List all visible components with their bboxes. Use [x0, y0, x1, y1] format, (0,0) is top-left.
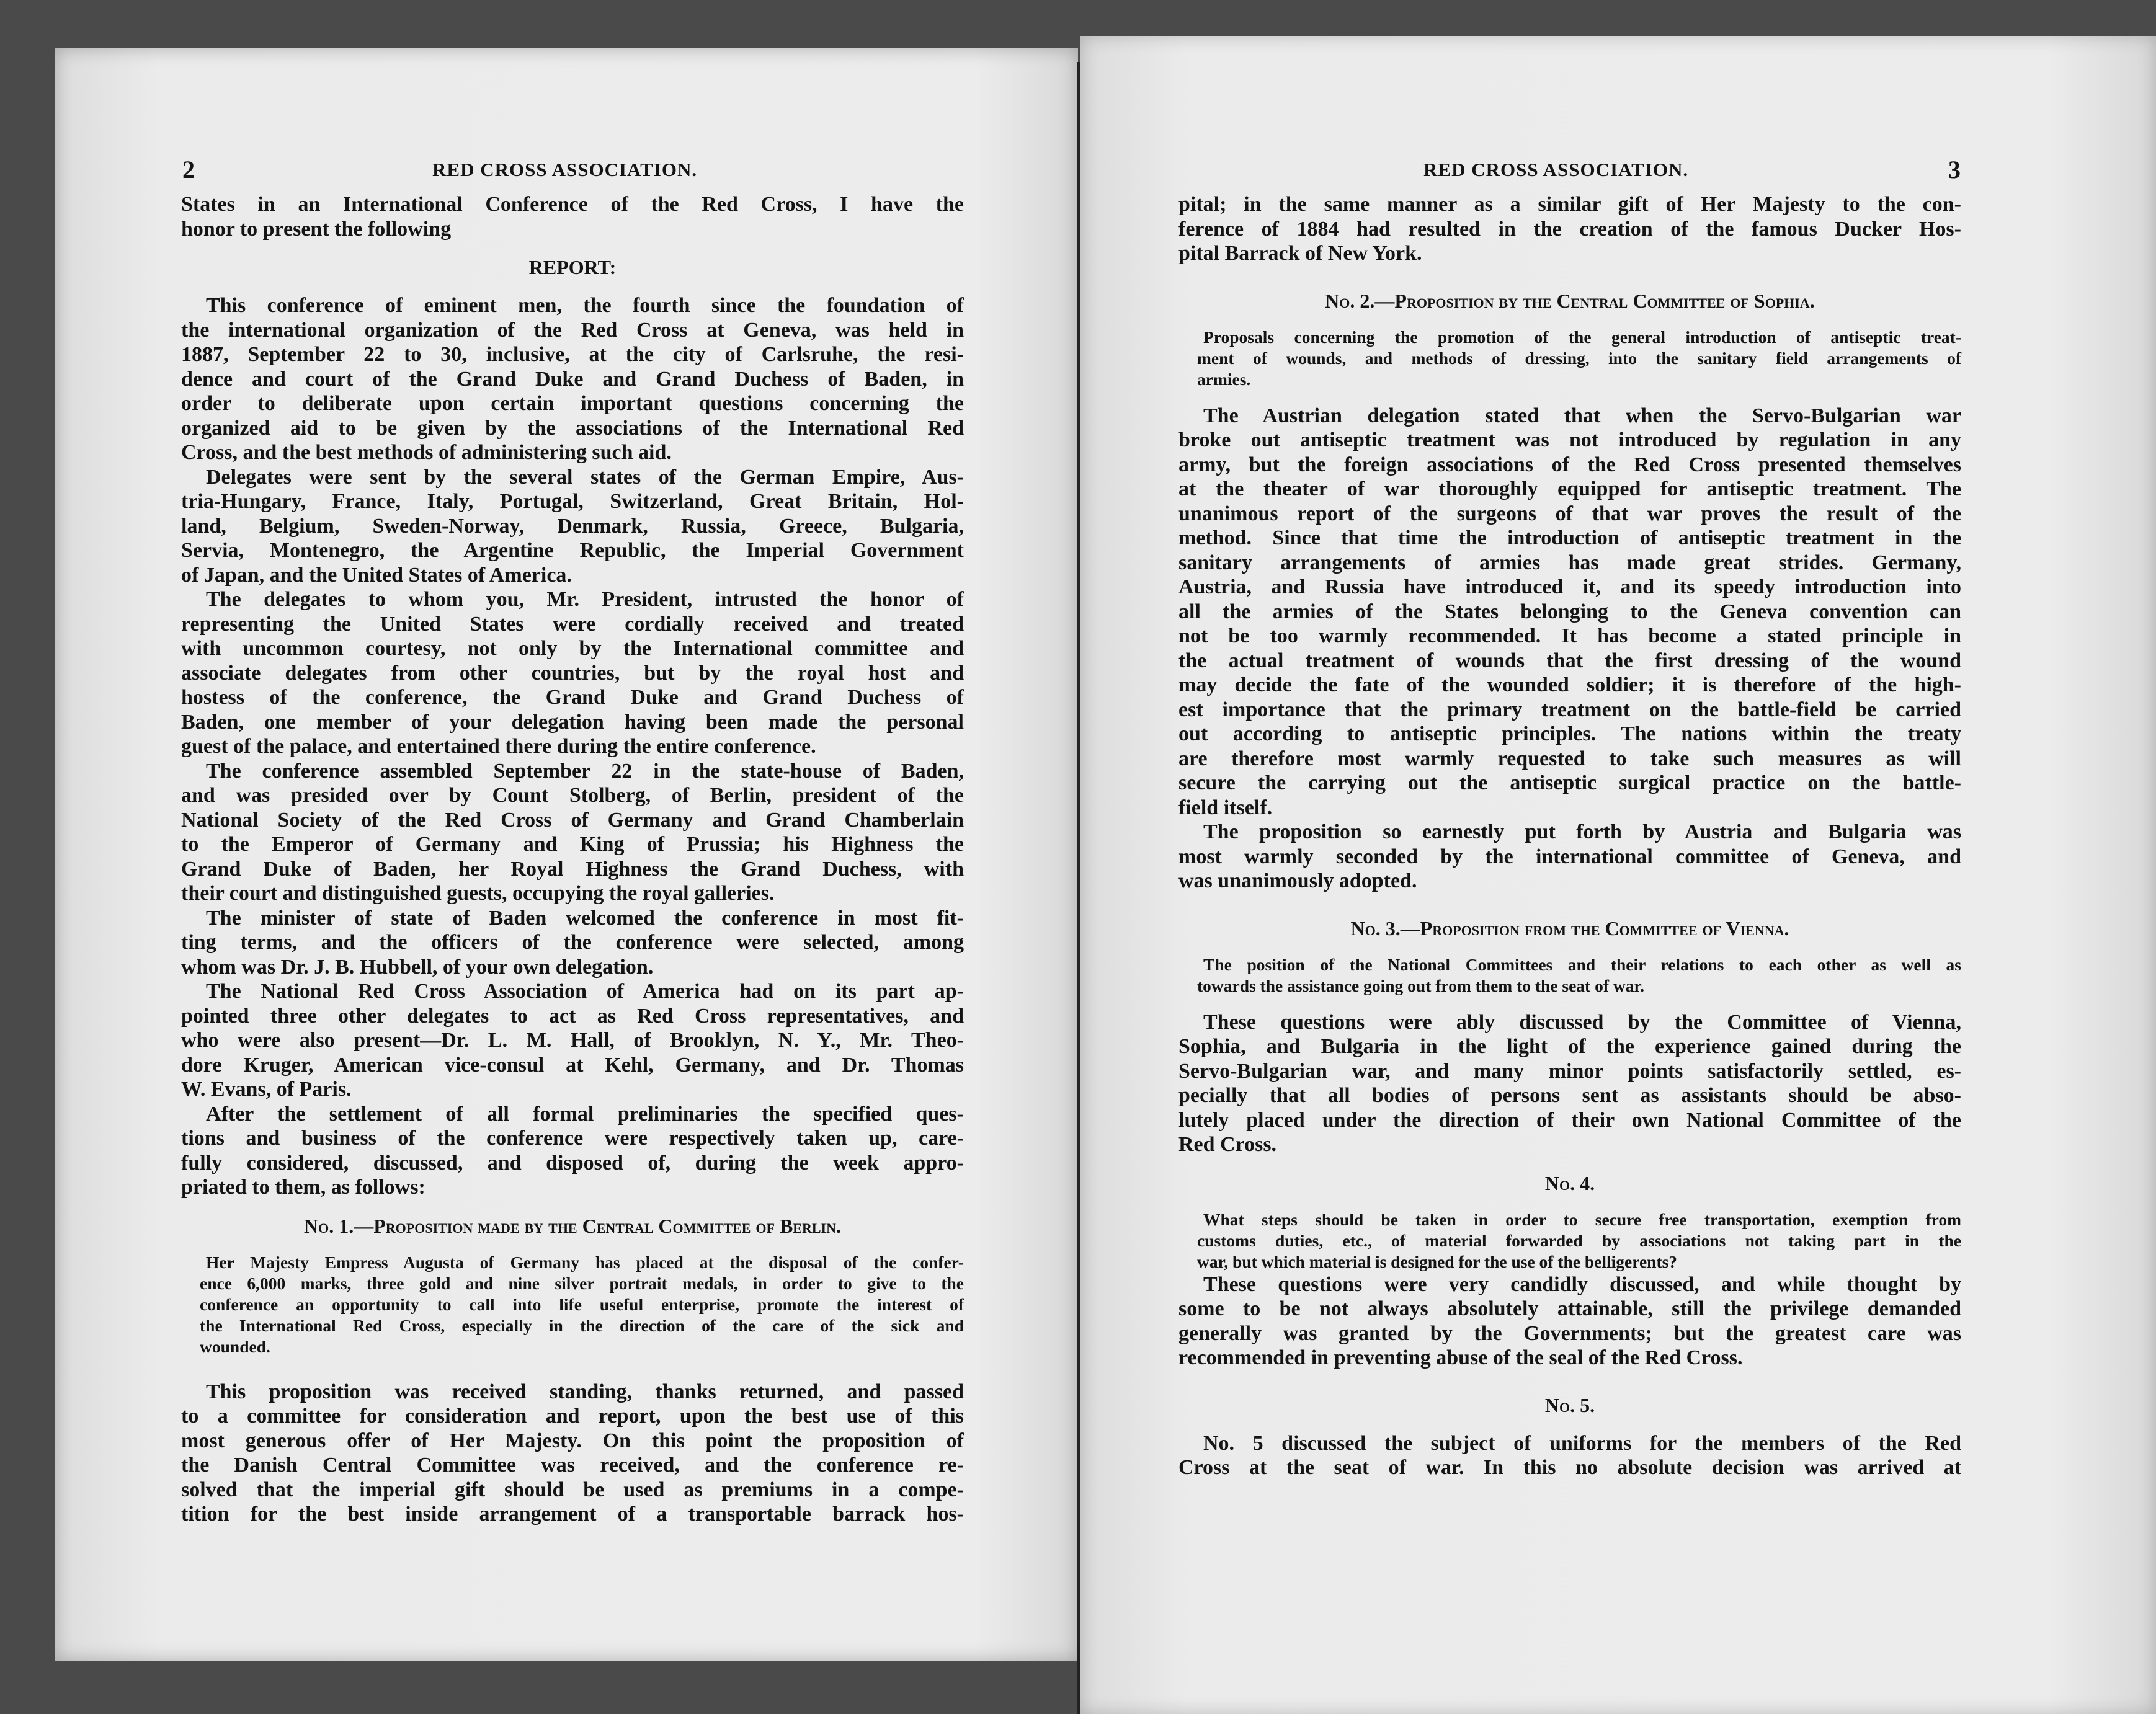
- book-spine: [1077, 62, 1080, 1714]
- text-line: land, Belgium, Sweden-Norway, Denmark, Russia, Greece, Bulgaria,: [181, 514, 964, 538]
- text-line: This conference of eminent men, the fourth since the foundation of: [206, 294, 964, 317]
- text-line: at the theater of war thoroughly equipped for antiseptic treatment. The: [1178, 477, 1961, 500]
- paragraph: [1178, 1010, 1961, 1157]
- page-number: 3: [1948, 156, 1961, 184]
- text-line: sanitary arrangements of armies has made great strides. Germany,: [1178, 551, 1961, 574]
- text-line: organized aid to be given by the associations of the International Red: [181, 416, 964, 440]
- text-line: out according to antiseptic principles. The nations within the treaty: [1178, 722, 1961, 745]
- text-line: These questions were very candidly discussed, and while thought by: [1203, 1272, 1961, 1296]
- text-line: pecially that all bodies of persons sent as assistants should be abso-: [1178, 1084, 1961, 1107]
- paragraph: [181, 465, 964, 588]
- text-line: Cross at the seat of war. In this no absolute decision was arrived at: [1178, 1456, 1961, 1479]
- text-line: guest of the palace, and entertained there during the entire conference.: [181, 735, 816, 758]
- text-line: Servo-Bulgarian war, and many minor points satisfactorily settled, es-: [1178, 1059, 1961, 1083]
- text-line: the International Red Cross, especially in the direction of the care of the sick and: [200, 1315, 964, 1335]
- text-line: honor to present the following: [181, 217, 452, 241]
- running-head-title: RED CROSS ASSOCIATION.: [432, 159, 698, 180]
- text-line: ting terms, and the officers of the conference were selected, among: [181, 931, 964, 954]
- text-line: tria-Hungary, France, Italy, Portugal, Switzerland, Great Britain, Hol-: [181, 490, 964, 513]
- paragraph: [181, 906, 964, 980]
- text-line: What steps should be taken in order to secure free transportation, exemption from: [1203, 1209, 1961, 1229]
- text-line: who were also present—Dr. L. M. Hall, of Brooklyn, N. Y., Mr. Theo-: [181, 1029, 964, 1052]
- text-line: armies.: [1197, 369, 1251, 389]
- text-line: The Austrian delegation stated that when the Servo-Bulgarian war: [1203, 404, 1961, 427]
- text-line: method. Since that time the introduction of antiseptic treatment in the: [1178, 526, 1961, 549]
- text-line: States in an International Conference of the Red Cross, I have the: [181, 193, 964, 216]
- text-line: associate delegates from other countries, but by the royal host and: [181, 661, 964, 685]
- text-line: pital; in the same manner as a similar gift of Her Majesty to the con-: [1178, 193, 1961, 216]
- text-line: Austria, and Russia have introduced it, and its speedy introduction into: [1178, 575, 1961, 598]
- text-line: pital Barrack of New York.: [1178, 242, 1422, 265]
- page-number: 2: [182, 156, 195, 184]
- text-line: most warmly seconded by the international committee of Geneva, and: [1178, 845, 1961, 868]
- section-heading: No. 5.: [1544, 1393, 1595, 1416]
- proposition-summary: [1178, 1209, 1961, 1272]
- text-line: representing the United States were cordially received and treated: [181, 612, 964, 636]
- text-line: customs duties, etc., of material forwarded by associations not taking part in the: [1197, 1230, 1961, 1250]
- text-line: dore Kruger, American vice-consul at Kehl, Germany, and Dr. Thomas: [181, 1053, 964, 1077]
- page-body: [181, 192, 964, 1527]
- text-line: all the armies of the States belonging to the Geneva convention can: [1178, 600, 1961, 623]
- section-heading: REPORT:: [528, 256, 617, 278]
- text-line: whom was Dr. J. B. Hubbell, of your own delegation.: [181, 955, 654, 979]
- text-line: dence and court of the Grand Duke and Grand Duchess of Baden, in: [181, 367, 964, 391]
- text-line: war, but which material is designed for the use of the belligerents?: [1197, 1251, 1678, 1271]
- paragraph: [181, 192, 964, 241]
- text-line: The minister of state of Baden welcomed the conference in most fit-: [206, 906, 964, 930]
- text-line: Red Cross.: [1178, 1133, 1277, 1156]
- text-line: The conference assembled September 22 in the state-house of Baden,: [206, 759, 964, 783]
- text-line: est importance that the primary treatment on the battle-field be carried: [1178, 698, 1961, 721]
- text-line: Cross, and the best methods of administering such aid.: [181, 441, 672, 464]
- paragraph: [1178, 1272, 1961, 1370]
- text-line: unanimous report of the surgeons of that war proves the result of the: [1178, 502, 1961, 525]
- text-line: fully considered, discussed, and disposed of, during the week appro-: [181, 1151, 964, 1174]
- left-page-text: [181, 155, 964, 1527]
- text-line: hostess of the conference, the Grand Duke and Grand Duchess of: [181, 686, 964, 709]
- section-heading: No. 1.—Proposition made by the Central Committee of Berlin.: [304, 1214, 841, 1237]
- text-line: Baden, one member of your delegation having been made the personal: [181, 710, 964, 734]
- paragraph: [1178, 820, 1961, 894]
- text-line: ference of 1884 had resulted in the creation of the famous Ducker Hos-: [1178, 217, 1961, 241]
- proposition-summary: [1178, 327, 1961, 390]
- text-line: The position of the National Committees and their relations to each other as well as: [1203, 954, 1961, 974]
- text-line: National Society of the Red Cross of Germany and Grand Chamberlain: [181, 808, 964, 832]
- section-heading: No. 2.—Proposition by the Central Committee of Sophia.: [1325, 289, 1815, 312]
- paragraph: [1178, 1431, 1961, 1480]
- text-line: pointed three other delegates to act as Red Cross representatives, and: [181, 1004, 964, 1028]
- running-header: [1178, 155, 1961, 192]
- text-line: Grand Duke of Baden, her Royal Highness the Grand Duchess, with: [181, 857, 964, 881]
- text-line: are therefore most warmly requested to take such measures as will: [1178, 747, 1961, 770]
- text-line: W. Evans, of Paris.: [181, 1078, 352, 1101]
- text-line: some to be not always absolutely attainable, still the privilege demanded: [1178, 1297, 1961, 1320]
- text-line: solved that the imperial gift should be used as premiums in a compe-: [181, 1478, 964, 1501]
- text-line: secure the carrying out the antiseptic surgical practice on the battle-: [1178, 771, 1961, 794]
- text-line: army, but the foreign associations of the Red Cross presented themselves: [1178, 453, 1961, 476]
- text-line: the actual treatment of wounds that the first dressing of the wound: [1178, 649, 1961, 672]
- text-line: not be too warmly recommended. It has become a stated principle in: [1178, 624, 1961, 647]
- text-line: Her Majesty Empress Augusta of Germany has placed at the disposal of the confer-: [206, 1252, 964, 1272]
- text-line: recommended in preventing abuse of the seal of the Red Cross.: [1178, 1346, 1743, 1369]
- text-line: Sophia, and Bulgaria in the light of the experience gained during the: [1178, 1035, 1961, 1058]
- section-heading: No. 4.: [1544, 1171, 1595, 1194]
- page-body: [1178, 192, 1961, 1480]
- text-line: Proposals concerning the promotion of the general introduction of antiseptic treat-: [1203, 327, 1961, 347]
- proposition-summary: [181, 1252, 964, 1357]
- running-head-title: RED CROSS ASSOCIATION.: [1423, 159, 1689, 180]
- text-line: 1887, September 22 to 30, inclusive, at the city of Carlsruhe, the resi-: [181, 343, 964, 366]
- section-heading: No. 3.—Proposition from the Committee of Vienna.: [1350, 917, 1789, 939]
- text-line: the international organization of the Red Cross at Geneva, was held in: [181, 318, 964, 342]
- text-line: to the Emperor of Germany and King of Prussia; his Highness the: [181, 833, 964, 856]
- paragraph: [1178, 404, 1961, 820]
- paragraph: [181, 1380, 964, 1527]
- text-line: priated to them, as follows:: [181, 1176, 425, 1199]
- text-line: their court and distinguished guests, occupying the royal galleries.: [181, 882, 775, 905]
- text-line: most generous offer of Her Majesty. On this point the proposition of: [181, 1429, 964, 1452]
- text-line: conference an opportunity to call into life useful enterprise, promote the interest of: [200, 1294, 964, 1314]
- text-line: Delegates were sent by the several states of the German Empire, Aus-: [206, 465, 964, 489]
- text-line: ence 6,000 marks, three gold and nine silver portrait medals, in order to give to the: [200, 1273, 964, 1293]
- text-line: tition for the best inside arrangement of a transportable barrack hos-: [181, 1503, 964, 1525]
- text-line: the Danish Central Committee was received, and the conference re-: [181, 1454, 964, 1476]
- text-line: order to deliberate upon certain important questions concerning the: [181, 392, 964, 415]
- text-line: This proposition was received standing, thanks returned, and passed: [206, 1380, 964, 1403]
- text-line: wounded.: [200, 1336, 270, 1356]
- text-line: The delegates to whom you, Mr. President, intrusted the honor of: [206, 588, 964, 611]
- paragraph: [181, 1102, 964, 1200]
- right-page-text: [1178, 155, 1961, 1480]
- text-line: The National Red Cross Association of America had on its part ap-: [206, 980, 964, 1003]
- text-line: ment of wounds, and methods of dressing, into the sanitary field arrangements of: [1197, 348, 1961, 368]
- text-line: After the settlement of all formal preliminaries the specified ques-: [206, 1102, 964, 1126]
- text-line: to a committee for consideration and report, upon the best use of this: [181, 1405, 964, 1428]
- text-line: towards the assistance going out from them to the seat of war.: [1197, 975, 1645, 995]
- text-line: generally was granted by the Governments; but the greatest care was: [1178, 1321, 1961, 1345]
- running-header: [181, 155, 964, 192]
- text-line: tions and business of the conference were respectively taken up, care-: [181, 1127, 964, 1150]
- text-line: with uncommon courtesy, not only by the International committee and: [181, 637, 964, 660]
- text-line: lutely placed under the direction of their own National Committee of the: [1178, 1108, 1961, 1132]
- paragraph: [181, 759, 964, 906]
- text-line: of Japan, and the United States of America.: [181, 563, 572, 587]
- text-line: broke out antiseptic treatment was not introduced by regulation in any: [1178, 428, 1961, 451]
- text-line: was unanimously adopted.: [1178, 869, 1417, 892]
- text-line: field itself.: [1178, 796, 1273, 819]
- text-line: These questions were ably discussed by the Committee of Vienna,: [1203, 1010, 1961, 1034]
- paragraph: [181, 587, 964, 759]
- text-line: The proposition so earnestly put forth by Austria and Bulgaria was: [1203, 820, 1961, 843]
- text-line: Servia, Montenegro, the Argentine Republic, the Imperial Government: [181, 539, 964, 562]
- paragraph: [1178, 192, 1961, 266]
- proposition-summary: [1178, 954, 1961, 997]
- text-line: No. 5 discussed the subject of uniforms for the members of the Red: [1203, 1431, 1961, 1455]
- text-line: and was presided over by Count Stolberg, of Berlin, president of the: [181, 784, 964, 807]
- paragraph: [181, 979, 964, 1102]
- text-line: may decide the fate of the wounded soldier; it is therefore of the high-: [1178, 673, 1961, 696]
- paragraph: [181, 293, 964, 465]
